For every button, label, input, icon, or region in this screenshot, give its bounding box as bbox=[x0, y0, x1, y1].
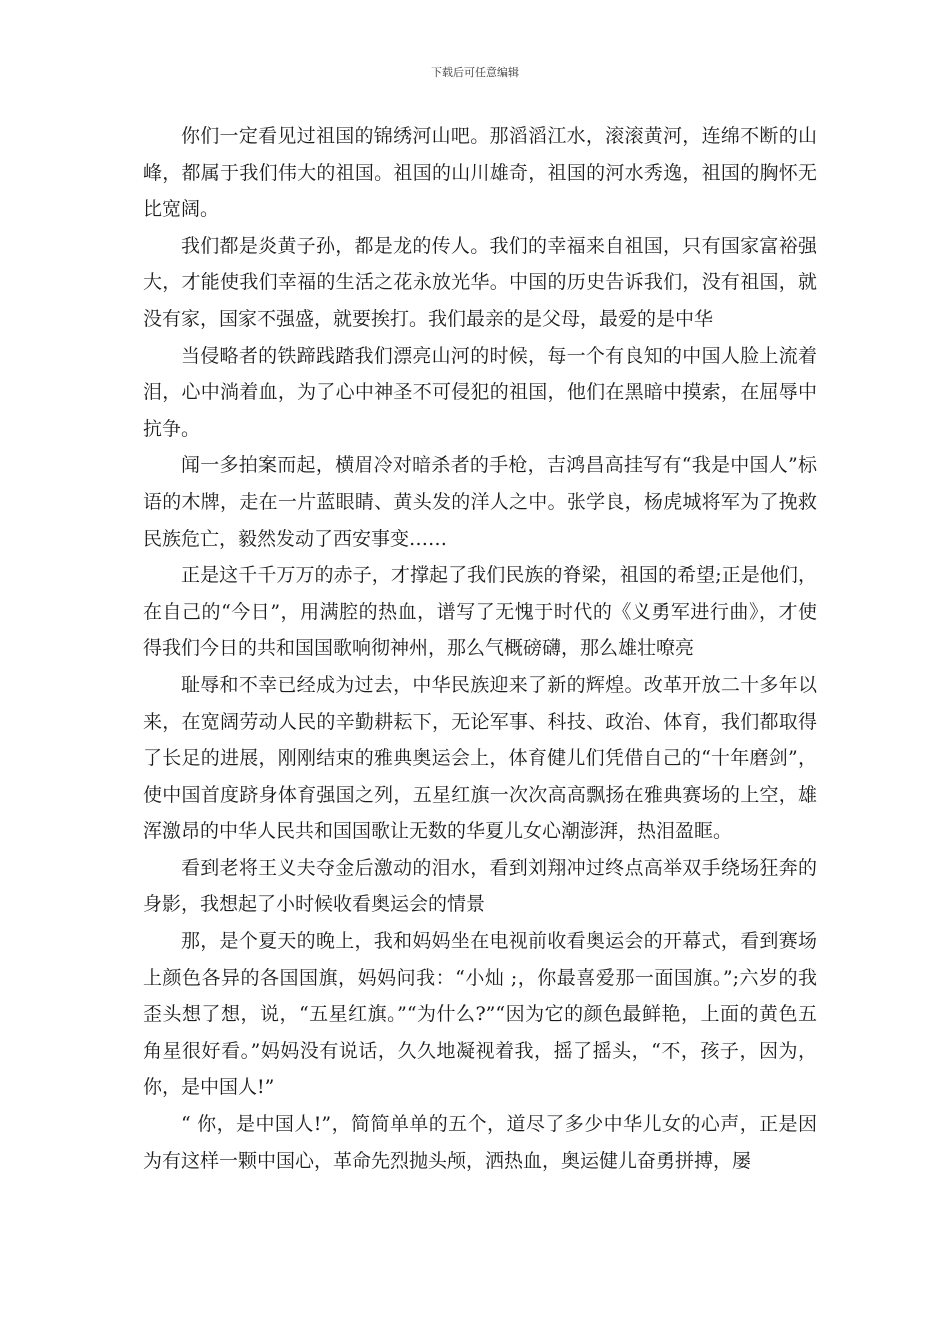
paragraph: 正是这千千万万的赤子，才撑起了我们民族的脊梁，祖国的希望;正是他们，在自己的“今日”，用满腔的热血，谱写了无愧于时代的《义勇军进行曲》，才使得我们今日的共和国国歌响彻神州，那么气概磅礴，那么雄壮嘹亮 bbox=[143, 564, 817, 660]
paragraph: 你们一定看见过祖国的锦绣河山吧。那滔滔江水，滚滚黄河，连绵不断的山峰，都属于我们伟大的祖国。祖国的山川雄奇，祖国的河水秀逸，祖国的胸怀无比宽阔。 bbox=[143, 125, 817, 221]
paragraph: 我们都是炎黄子孙，都是龙的传人。我们的幸福来自祖国，只有国家富裕强大，才能使我们幸福的生活之花永放光华。中国的历史告诉我们，没有祖国，就没有家，国家不强盛，就要挨打。我们最亲的是父母，最爱的是中华 bbox=[143, 234, 817, 330]
document-body bbox=[143, 118, 817, 1179]
paragraph: “ 你，是中国人!”，简简单单的五个，道尽了多少中华儿女的心声，正是因为有这样一颗中国心，革命先烈抛头颅，洒热血，奥运健儿奋勇拼搏，屡 bbox=[143, 1113, 817, 1172]
paragraph: 那，是个夏天的晚上，我和妈妈坐在电视前收看奥运会的开幕式，看到赛场上颜色各异的各国国旗，妈妈问我：“小灿 ;，你最喜爱那一面国旗。”;六岁的我歪头想了想，说，“五星红旗。”“为什么?”“因为它的颜色最鲜艳，上面的黄色五角星很好看。”妈妈没有说话，久久地凝视着我，摇了摇头，“不，孩子，因为，你，是中国人!” bbox=[143, 930, 817, 1099]
paragraph: 看到老将王义夫夺金后激动的泪水，看到刘翔冲过终点高举双手绕场狂奔的身影，我想起了小时候收看奥运会的情景 bbox=[143, 856, 817, 916]
paragraph: 闻一多拍案而起，横眉冷对暗杀者的手枪，吉鸿昌高挂写有“我是中国人”标语的木牌，走在一片蓝眼睛、黄头发的洋人之中。张学良，杨虎城将军为了挽救民族危亡，毅然发动了西安事变…… bbox=[143, 454, 817, 550]
paragraph: 耻辱和不幸已经成为过去，中华民族迎来了新的辉煌。改革开放二十多年以来，在宽阔劳动人民的辛勤耕耘下，无论军事、科技、政治、体育，我们都取得了长足的进展，刚刚结束的雅典奥运会上，体育健儿们凭借自己的“十年磨剑”，使中国首度跻身体育强国之列，五星红旗一次次高高飘扬在雅典赛场的上空，雄浑激昂的中华人民共和国国歌让无数的华夏儿女心潮澎湃，热泪盈眶。 bbox=[143, 673, 817, 843]
page-header: 下载后可任意编辑 bbox=[431, 66, 519, 79]
paragraph: 当侵略者的铁蹄践踏我们漂亮山河的时候，每一个有良知的中国人脸上流着泪，心中淌着血，为了心中神圣不可侵犯的祖国，他们在黑暗中摸索，在屈辱中抗争。 bbox=[143, 344, 817, 440]
